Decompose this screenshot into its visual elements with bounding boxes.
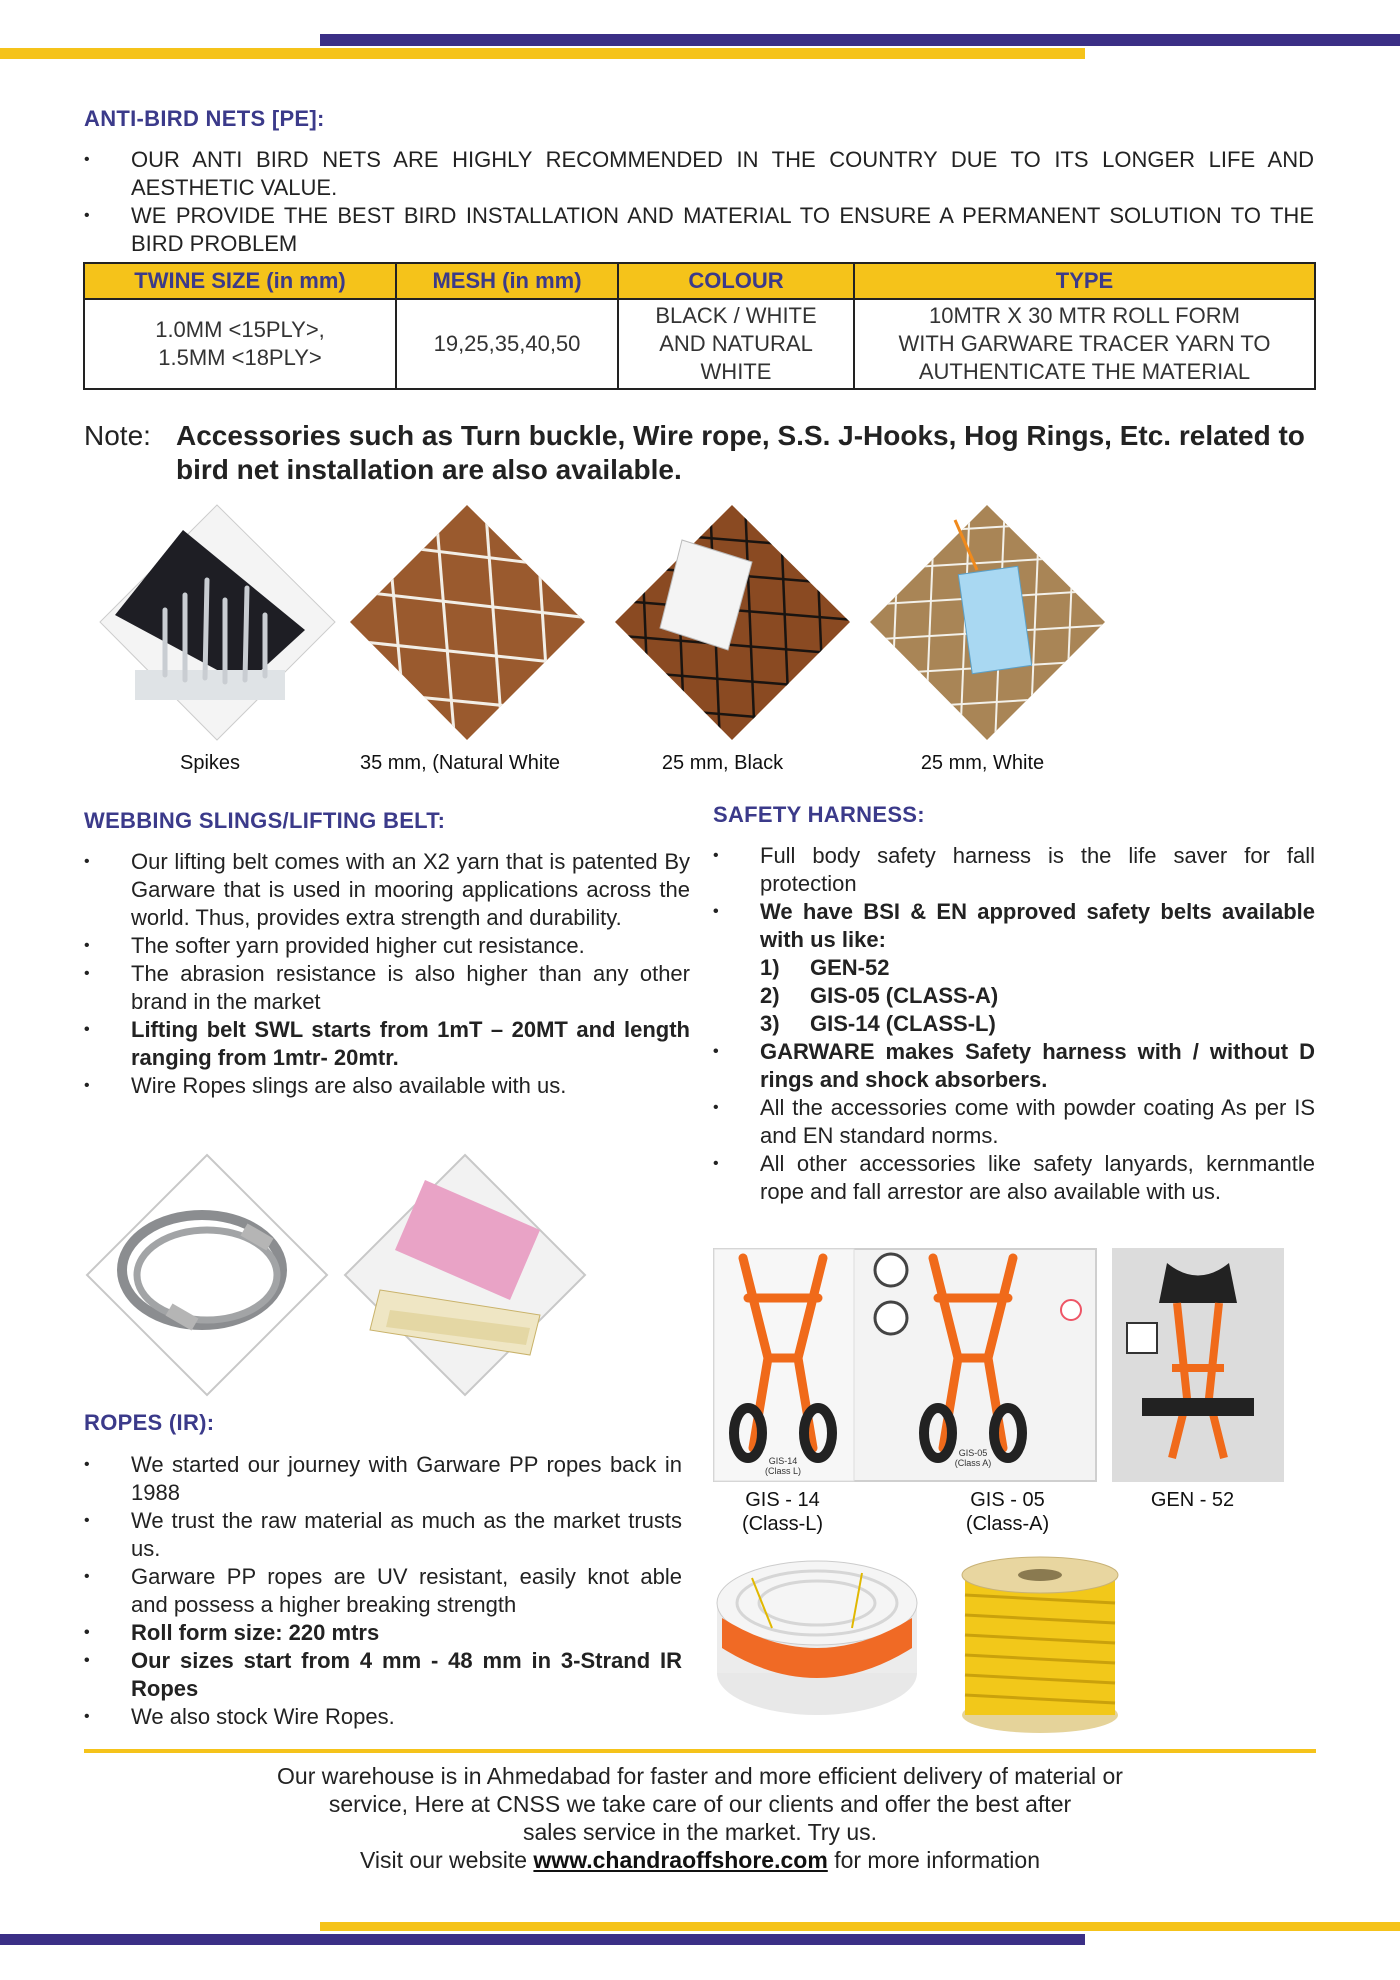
list-item: • GARWARE makes Safety harness with / without D rings and shock absorbers.	[713, 1038, 1315, 1094]
list-item: • We started our journey with Garware PP ropes back in 1988	[84, 1451, 682, 1507]
table-header: TWINE SIZE (in mm)	[84, 263, 396, 299]
table-header: TYPE	[854, 263, 1315, 299]
anti-bird-bullets	[84, 146, 1314, 258]
accessories-note	[84, 419, 1314, 487]
list-item: • Full body safety harness is the life saver for fall protection	[713, 842, 1315, 898]
harness-model-item: 1) GEN-52	[760, 955, 890, 980]
colour-line: AND NATURAL	[659, 331, 813, 356]
mesh-cell: 19,25,35,40,50	[396, 299, 618, 389]
spikes-photo	[95, 500, 340, 745]
top-yellow-bar	[0, 48, 1085, 59]
list-item: • Our lifting belt comes with an X2 yarn that is patented By Garware that is used in mooring applications across the world. Thus, provides extra strength and durability.	[84, 848, 690, 932]
harness-model-item: 2) GIS-05 (CLASS-A)	[760, 983, 999, 1008]
list-item: • The abrasion resistance is also higher than any other brand in the market	[84, 960, 690, 1016]
type-line: WITH GARWARE TRACER YARN TO	[898, 331, 1271, 356]
table-row	[84, 299, 1315, 389]
type-cell	[854, 299, 1315, 389]
list-item: • Garware PP ropes are UV resistant, easily knot able and possess a higher breaking strength	[84, 1563, 682, 1619]
visit-prefix: Visit our website	[359, 1847, 528, 1873]
footer-text	[140, 1762, 1260, 1874]
list-item: • All the accessories come with powder coating As per IS and EN standard norms.	[713, 1094, 1315, 1150]
list-item: • We trust the raw material as much as the market trusts us.	[84, 1507, 682, 1563]
website-link[interactable]: www.chandraoffshore.com	[533, 1847, 828, 1873]
harness-gis-photo	[713, 1248, 1097, 1482]
list-item: • All other accessories like safety lanyards, kernmantle rope and fall arrestor are also available with us.	[713, 1150, 1315, 1206]
footer-line: service, Here at CNSS we take care of our clients and offer the best after	[328, 1791, 1072, 1817]
note-text: Accessories such as Turn buckle, Wire rope, S.S. J-Hooks, Hog Rings, Etc. related to bird net installation are also available.	[176, 420, 1305, 485]
harness-title: SAFETY HARNESS:	[713, 802, 925, 827]
caption-black: 25 mm, Black	[661, 752, 784, 774]
harness-model-item: 3) GIS-14 (CLASS-L)	[760, 1011, 996, 1036]
twine-cell	[84, 299, 396, 389]
footer-divider	[84, 1749, 1316, 1753]
footer-visit-line	[140, 1846, 1260, 1874]
type-line: AUTHENTICATE THE MATERIAL	[918, 359, 1251, 384]
net-natural-white-photo	[345, 500, 590, 745]
list-item: • The softer yarn provided higher cut resistance.	[84, 932, 690, 960]
table-header: MESH (in mm)	[396, 263, 618, 299]
list-item: • We also stock Wire Ropes.	[84, 1703, 682, 1731]
list-item: • OUR ANTI BIRD NETS ARE HIGHLY RECOMMENDED IN THE COUNTRY DUE TO ITS LONGER LIFE AND AESTHETIC VALUE.	[84, 146, 1314, 202]
caption-gis05: GIS - 05 (Class-A)	[965, 1489, 1050, 1535]
img-tag: (Class L)	[764, 1466, 802, 1476]
top-navy-bar	[320, 34, 1400, 46]
img-tag: (Class A)	[954, 1458, 992, 1468]
twine-line: 1.0MM <15PLY>,	[155, 317, 325, 342]
note-label: Note:	[84, 420, 151, 451]
colour-cell	[618, 299, 854, 389]
anti-bird-spec-table	[83, 262, 1316, 390]
list-item: • Wire Ropes slings are also available with us.	[84, 1072, 690, 1100]
bottom-navy-bar	[0, 1934, 1085, 1945]
net-white-photo	[865, 500, 1110, 745]
caption-gen52: GEN - 52	[1150, 1489, 1235, 1511]
anti-bird-title: ANTI-BIRD NETS [PE]:	[84, 106, 325, 131]
visit-suffix: for more information	[834, 1847, 1040, 1873]
list-item: • Lifting belt SWL starts from 1mT – 20MT and length ranging from 1mtr- 20mtr.	[84, 1016, 690, 1072]
ropes-bullets	[84, 1451, 682, 1731]
harness-gen52-photo	[1112, 1248, 1284, 1482]
harness-bullets	[713, 842, 1315, 1206]
caption-white: 25 mm, White	[920, 752, 1045, 774]
harness-approved-text: We have BSI & EN approved safety belts available with us like:	[760, 899, 1315, 952]
white-rope-coil-photo	[712, 1548, 922, 1718]
img-tag: GIS-05	[958, 1448, 988, 1458]
webbing-sling-photo	[340, 1150, 590, 1400]
webbing-title: WEBBING SLINGS/LIFTING BELT:	[84, 808, 446, 833]
type-line: 10MTR X 30 MTR ROLL FORM	[929, 303, 1240, 328]
wire-rope-sling-photo	[82, 1150, 332, 1400]
footer-line: sales service in the market. Try us.	[522, 1819, 878, 1845]
ropes-title: ROPES (IR):	[84, 1410, 215, 1435]
caption-gis14: GIS - 14 (Class-L)	[741, 1489, 824, 1535]
yellow-rope-spool-photo	[955, 1555, 1125, 1735]
table-header-row	[84, 263, 1315, 299]
colour-line: WHITE	[700, 359, 772, 384]
colour-line: BLACK / WHITE	[655, 303, 817, 328]
footer-line: Our warehouse is in Ahmedabad for faster and more efficient delivery of material or	[277, 1763, 1123, 1789]
list-item: • WE PROVIDE THE BEST BIRD INSTALLATION AND MATERIAL TO ENSURE A PERMANENT SOLUTION TO THE BIRD PROBLEM	[84, 202, 1314, 258]
caption-natural-white: 35 mm, (Natural White	[359, 752, 561, 774]
list-item	[713, 898, 1315, 1038]
bottom-yellow-bar	[320, 1922, 1400, 1931]
table-header: COLOUR	[618, 263, 854, 299]
list-item: • Our sizes start from 4 mm - 48 mm in 3-Strand IR Ropes	[84, 1647, 682, 1703]
twine-line: 1.5MM <18PLY>	[158, 345, 322, 370]
webbing-bullets	[84, 848, 690, 1100]
list-item: • Roll form size: 220 mtrs	[84, 1619, 682, 1647]
net-black-photo	[610, 500, 855, 745]
caption-spikes: Spikes	[179, 752, 241, 774]
img-tag: GIS-14	[768, 1456, 798, 1466]
